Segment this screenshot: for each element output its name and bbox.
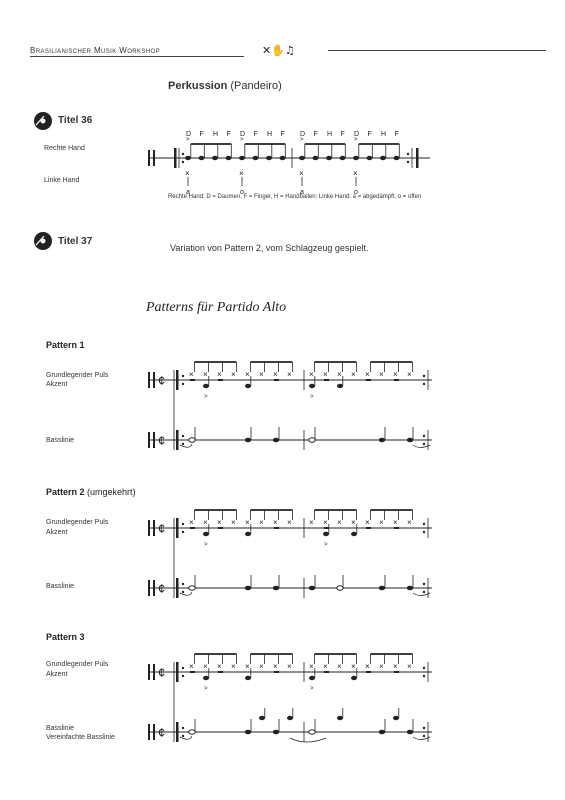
rest (274, 527, 279, 529)
tie (413, 737, 430, 740)
pulse-x: × (287, 662, 292, 671)
percussion-clef (153, 432, 155, 448)
left-hand-x: × (299, 169, 304, 178)
simplified-bass-note (259, 716, 265, 720)
repeat-dot (423, 735, 425, 737)
repeat-bar (176, 662, 179, 682)
pulse-x: × (273, 518, 278, 527)
bass-note (379, 730, 385, 735)
pulse-x: × (393, 518, 398, 527)
percussion-clef (148, 580, 150, 596)
pulse-x: × (245, 370, 250, 379)
stroke-letter: D (300, 131, 306, 138)
pulse-x: × (217, 370, 222, 379)
pulse-x: × (231, 662, 236, 671)
repeat-dot (423, 443, 425, 445)
note-head (199, 156, 205, 160)
accent-note (351, 532, 357, 536)
section-title-sub: (Pandeiro) (230, 80, 282, 92)
repeat-dot (182, 675, 184, 677)
stroke-letter: D (240, 131, 246, 138)
percussion-clef (148, 724, 150, 740)
pulse-x: × (231, 370, 236, 379)
pattern-3-bass-label: Basslinie (46, 725, 75, 732)
pulse-x: × (259, 370, 264, 379)
tie (413, 593, 430, 596)
accent-note (323, 532, 329, 536)
repeat-dot (182, 523, 184, 525)
cut-time-sign: ¢ (158, 521, 166, 536)
cd-icon (32, 110, 54, 132)
cd-icon (32, 230, 54, 252)
accent-note (245, 676, 251, 680)
stroke-letter: D (354, 131, 360, 138)
pandeiro-notation (140, 128, 440, 196)
pulse-x: × (393, 370, 398, 379)
accent-note (203, 384, 209, 388)
tie (180, 444, 192, 447)
accent-note (309, 384, 315, 388)
pattern-3-score (140, 644, 440, 750)
repeat-dot (182, 583, 184, 585)
accent-note (203, 532, 209, 536)
pattern-2-score (140, 500, 440, 606)
bass-note (309, 730, 315, 735)
note-head (226, 156, 232, 160)
header-rule-left (30, 56, 244, 57)
accent-mark: > (240, 137, 244, 143)
repeat-bar (176, 518, 179, 538)
rest (190, 527, 195, 529)
left-hand-letter: a (300, 189, 304, 196)
rest (394, 671, 399, 673)
accent-mark: > (300, 137, 304, 143)
pulse-x: × (231, 518, 236, 527)
repeat-dot (182, 375, 184, 377)
percussion-clef (148, 520, 150, 536)
note-head (394, 156, 400, 160)
bass-note (407, 730, 413, 735)
rest (274, 671, 279, 673)
pattern-1-accent-label: Akzent (46, 381, 68, 388)
cut-time-sign: ¢ (158, 665, 166, 680)
section-title-main: Perkussion (168, 80, 228, 92)
accent-mark: > (310, 394, 314, 400)
bass-note (407, 438, 413, 443)
accent-note (245, 384, 251, 388)
rest (218, 671, 223, 673)
accent-note (245, 532, 251, 536)
bass-note (337, 586, 343, 591)
simplified-bass-note (287, 716, 293, 720)
accent-note (351, 676, 357, 680)
pulse-x: × (337, 518, 342, 527)
note-head (253, 156, 259, 160)
simplified-bass-note (337, 716, 343, 720)
pulse-x: × (323, 518, 328, 527)
cut-time-sign: ¢ (158, 373, 166, 388)
rest (366, 527, 371, 529)
bass-note (245, 586, 251, 591)
cut-time-sign: ¢ (158, 581, 166, 596)
repeat-dot (407, 153, 409, 155)
repeat-bar (176, 430, 179, 450)
repeat-dot (182, 735, 184, 737)
repeat-bar (416, 148, 419, 168)
track-36-label: Titel 36 (58, 115, 93, 126)
accent-note (337, 384, 343, 388)
repeat-dot (182, 161, 184, 163)
bass-note (309, 438, 315, 443)
note-head (380, 156, 386, 160)
left-hand-label: Linke Hand (44, 177, 80, 184)
pulse-x: × (351, 662, 356, 671)
repeat-dot (423, 675, 425, 677)
pulse-x: × (351, 518, 356, 527)
pattern-1-bass-label: Basslinie (46, 437, 75, 444)
bass-note (273, 730, 279, 735)
accent-mark: > (354, 137, 358, 143)
stroke-letter: F (367, 131, 372, 138)
variation-text: Variation von Pattern 2, vom Schlagzeug gespielt. (170, 243, 369, 253)
pulse-x: × (189, 518, 194, 527)
pattern-1-score (140, 352, 440, 458)
percussion-clef (153, 520, 155, 536)
pulse-x: × (309, 518, 314, 527)
rest (366, 671, 371, 673)
stroke-letter: F (394, 131, 399, 138)
track-37-label: Titel 37 (58, 236, 93, 247)
rest (218, 527, 223, 529)
pulse-x: × (245, 662, 250, 671)
pulse-x: × (407, 370, 412, 379)
left-hand-x: × (239, 169, 244, 178)
workshop-title: Brasilianischer Musik Workshop (30, 46, 161, 55)
accent-mark: > (204, 542, 208, 548)
pulse-x: × (337, 662, 342, 671)
pulse-x: × (259, 662, 264, 671)
repeat-dot (182, 153, 184, 155)
pulse-x: × (323, 662, 328, 671)
pattern-2-title: Pattern 2 (umgekehrt) (46, 487, 136, 497)
accent-mark: > (204, 394, 208, 400)
section-title (168, 80, 282, 92)
pulse-x: × (337, 370, 342, 379)
pulse-x: × (273, 662, 278, 671)
repeat-dot (423, 523, 425, 525)
tie (413, 445, 430, 448)
stroke-letter: F (313, 131, 318, 138)
percussion-clef (153, 150, 155, 166)
repeat-dot (423, 727, 425, 729)
repeat-dot (423, 583, 425, 585)
percussion-clef (153, 372, 155, 388)
bass-note (189, 438, 195, 443)
repeat-bar (176, 722, 179, 742)
pulse-x: × (217, 518, 222, 527)
repeat-dot (423, 435, 425, 437)
note-head (353, 156, 359, 160)
hand-icon: ✋ (271, 44, 285, 57)
stroke-letter: H (267, 131, 273, 138)
note-head (313, 156, 319, 160)
pulse-x: × (323, 370, 328, 379)
simplified-bass-note (393, 716, 399, 720)
accent-mark: > (324, 542, 328, 548)
tie (290, 738, 326, 742)
pulse-x: × (245, 518, 250, 527)
bass-note (407, 586, 413, 591)
rest (218, 379, 223, 381)
pattern-3-accent-label: Akzent (46, 671, 68, 678)
accent-mark: > (186, 137, 190, 143)
repeat-dot (182, 591, 184, 593)
repeat-dot (423, 591, 425, 593)
left-hand-x: × (185, 169, 190, 178)
tie (180, 592, 192, 595)
pulse-x: × (365, 518, 370, 527)
percussion-clef (153, 664, 155, 680)
repeat-dot (423, 531, 425, 533)
stroke-letter: H (213, 131, 219, 138)
hand-legend: Rechte Hand: D = Daumen, F = Finger, H = Handballen; Linke Hand: a = abgedämpft, o = offen (168, 194, 422, 200)
rest (394, 379, 399, 381)
left-hand-x: × (353, 169, 358, 178)
right-hand-label: Rechte Hand (44, 145, 85, 152)
accent-note (203, 676, 209, 680)
pulse-x: × (203, 662, 208, 671)
bass-note (273, 438, 279, 443)
repeat-dot (182, 531, 184, 533)
rest (324, 671, 329, 673)
pulse-x: × (287, 518, 292, 527)
rest (366, 379, 371, 381)
rest (324, 527, 329, 529)
note-head (185, 156, 191, 160)
stroke-letter: F (226, 131, 231, 138)
note-head (280, 156, 286, 160)
repeat-dot (423, 375, 425, 377)
bass-note (189, 730, 195, 735)
bass-note (245, 730, 251, 735)
note-head (212, 156, 218, 160)
bass-note (189, 586, 195, 591)
left-hand-letter: a (186, 189, 190, 196)
pulse-x: × (217, 662, 222, 671)
bass-note (309, 586, 315, 591)
note-head (299, 156, 305, 160)
repeat-dot (423, 667, 425, 669)
patterns-heading: Patterns für Partido Alto (146, 300, 287, 315)
header-icons (262, 44, 295, 57)
pattern-2-pulse-label: Grundlegender Puls (46, 519, 109, 526)
percussion-clef (153, 724, 155, 740)
pulse-x: × (189, 370, 194, 379)
pulse-x: × (365, 370, 370, 379)
rest (190, 671, 195, 673)
pulse-x: × (203, 518, 208, 527)
repeat-bar (176, 578, 179, 598)
accent-note (309, 676, 315, 680)
pulse-x: × (379, 518, 384, 527)
cut-time-sign: ¢ (158, 725, 166, 740)
percussion-clef (148, 432, 150, 448)
pulse-x: × (351, 370, 356, 379)
tie (180, 736, 192, 739)
percussion-clef (148, 664, 150, 680)
percussion-clef (148, 150, 150, 166)
note-head (367, 156, 373, 160)
maracas-icon: ✕ (262, 44, 272, 57)
stroke-letter: F (199, 131, 204, 138)
pulse-x: × (309, 370, 314, 379)
bass-note (379, 586, 385, 591)
repeat-bar (174, 148, 177, 168)
pattern-3-title: Pattern 3 (46, 632, 85, 642)
stroke-letter: H (381, 131, 387, 138)
stroke-letter: F (280, 131, 285, 138)
rest (394, 527, 399, 529)
repeat-dot (407, 161, 409, 163)
rest (274, 379, 279, 381)
bass-note (273, 586, 279, 591)
pulse-x: × (379, 662, 384, 671)
pulse-x: × (407, 662, 412, 671)
note-head (266, 156, 272, 160)
percussion-clef (153, 580, 155, 596)
repeat-dot (182, 727, 184, 729)
note-head (340, 156, 346, 160)
cut-time-sign: ¢ (158, 433, 166, 448)
repeat-bar (176, 370, 179, 390)
bass-note (245, 438, 251, 443)
pulse-x: × (189, 662, 194, 671)
note-head (239, 156, 245, 160)
accent-mark: > (204, 686, 208, 692)
percussion-clef (148, 372, 150, 388)
repeat-dot (423, 383, 425, 385)
pulse-x: × (407, 518, 412, 527)
repeat-dot (182, 383, 184, 385)
accent-mark: > (310, 686, 314, 692)
pattern-3-simplified-bass-label: Vereinfachte Basslinie (46, 734, 115, 741)
note-head (326, 156, 332, 160)
pattern-1-pulse-label: Grundlegender Puls (46, 372, 109, 379)
pattern-1-title: Pattern 1 (46, 340, 85, 350)
header-rule-right (328, 50, 546, 51)
pattern-3-pulse-label: Grundlegender Puls (46, 661, 109, 668)
left-hand-letter: o (240, 189, 244, 196)
left-hand-letter: o (354, 189, 358, 196)
pulse-x: × (309, 662, 314, 671)
pattern-2-accent-label: Akzent (46, 529, 68, 536)
pulse-x: × (365, 662, 370, 671)
stroke-letter: F (340, 131, 345, 138)
pulse-x: × (393, 662, 398, 671)
pulse-x: × (379, 370, 384, 379)
pulse-x: × (287, 370, 292, 379)
repeat-dot (182, 667, 184, 669)
note-icon: ♫ (284, 44, 295, 57)
pulse-x: × (273, 370, 278, 379)
bass-note (379, 438, 385, 443)
stroke-letter: D (186, 131, 192, 138)
repeat-dot (182, 443, 184, 445)
rest (324, 379, 329, 381)
pattern-2-bass-label: Basslinie (46, 583, 75, 590)
rest (190, 379, 195, 381)
stroke-letter: H (327, 131, 333, 138)
repeat-dot (182, 435, 184, 437)
pulse-x: × (259, 518, 264, 527)
pulse-x: × (203, 370, 208, 379)
stroke-letter: F (253, 131, 258, 138)
